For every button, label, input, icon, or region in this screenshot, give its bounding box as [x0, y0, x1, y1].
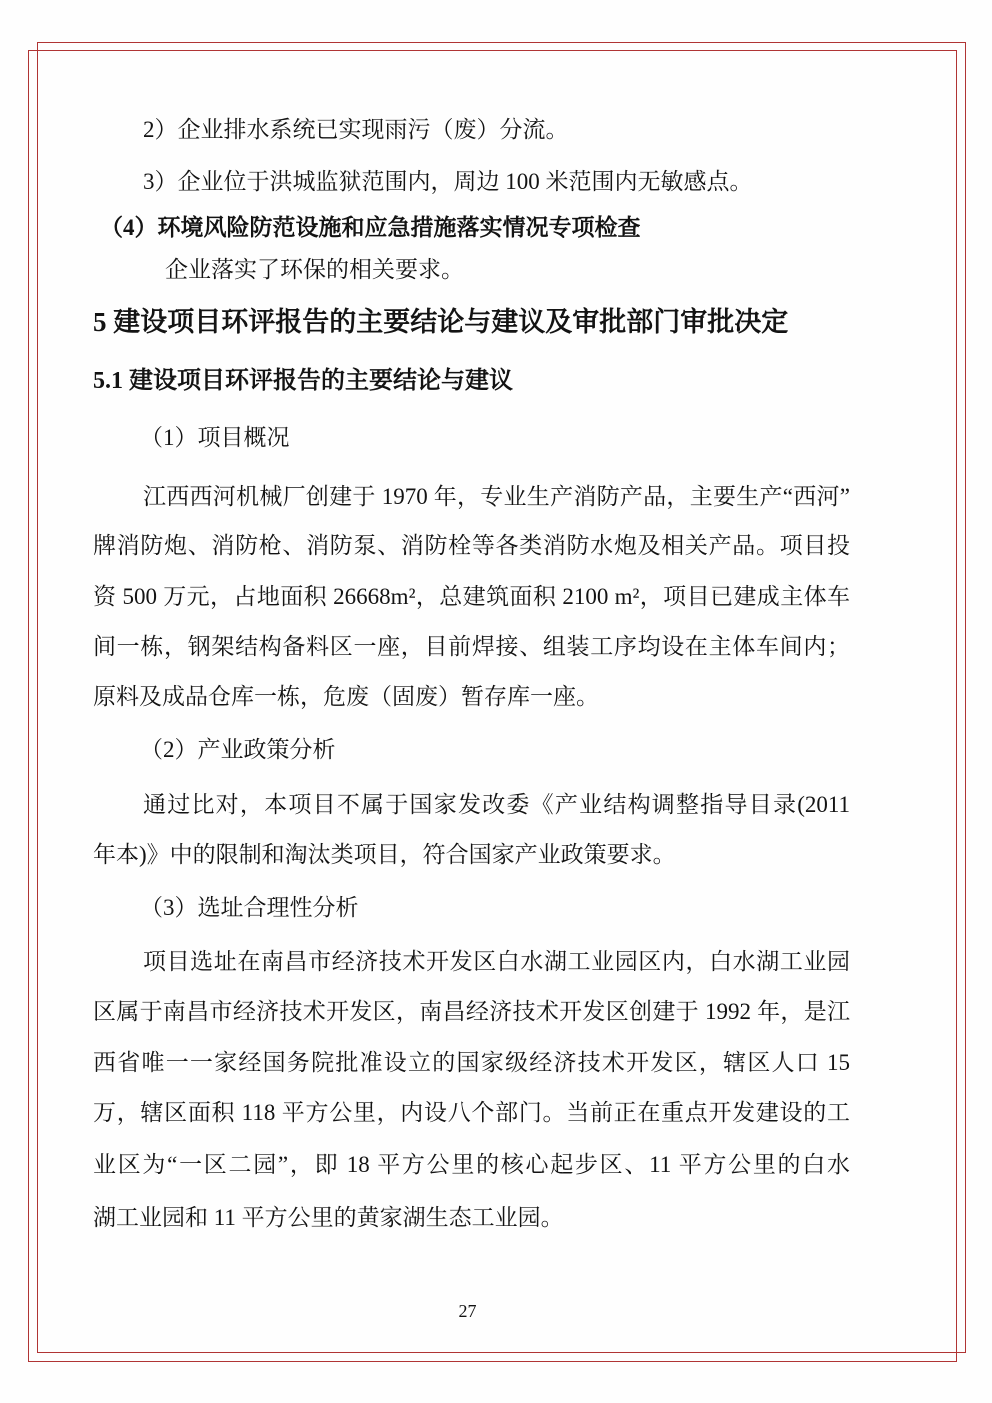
sub-heading-3: （3）选址合理性分析	[140, 895, 359, 920]
sub-heading-2: （2）产业政策分析	[140, 737, 336, 762]
chapter-heading: 5 建设项目环评报告的主要结论与建议及审批部门审批决定	[93, 307, 789, 337]
paragraph-1-line: 原料及成品仓库一栋，危废（固废）暂存库一座。	[93, 684, 599, 709]
subsection-heading-4: （4）环境风险防范设施和应急措施落实情况专项检查	[100, 215, 641, 240]
paragraph-3-line: 万，辖区面积 118 平方公里，内设八个部门。当前正在重点开发建设的工	[93, 1100, 850, 1125]
paragraph-3-line: 业区为“一区二园”，即 18 平方公里的核心起步区、11 平方公里的白水	[93, 1152, 850, 1177]
page-number: 27	[458, 1301, 477, 1321]
subsection-4-text: 企业落实了环保的相关要求。	[165, 257, 464, 282]
paragraph-1-line: 牌消防炮、消防枪、消防泵、消防栓等各类消防水炮及相关产品。项目投	[93, 533, 850, 558]
section-heading: 5.1 建设项目环评报告的主要结论与建议	[93, 368, 513, 394]
paragraph-3-line: 区属于南昌市经济技术开发区，南昌经济技术开发区创建于 1992 年，是江	[93, 999, 851, 1024]
paragraph-1-line: 资 500 万元，占地面积 26668m²，总建筑面积 2100 m²，项目已建成主体车	[93, 584, 850, 609]
list-item-3: 3）企业位于洪城监狱范围内，周边 100 米范围内无敏感点。	[143, 169, 753, 194]
paragraph-1-line: 间一栋，钢架结构备料区一座，目前焊接、组装工序均设在主体车间内；	[93, 634, 850, 659]
paragraph-2-line: 通过比对，本项目不属于国家发改委《产业结构调整指导目录(2011	[143, 792, 850, 817]
paragraph-3-line: 项目选址在南昌市经济技术开发区白水湖工业园区内，白水湖工业园	[143, 949, 850, 974]
paragraph-2-line: 年本)》中的限制和淘汰类项目，符合国家产业政策要求。	[93, 842, 676, 867]
paragraph-3-line: 西省唯一一家经国务院批准设立的国家级经济技术开发区，辖区人口 15	[93, 1050, 850, 1075]
paragraph-1-line: 江西西河机械厂创建于 1970 年，专业生产消防产品，主要生产“西河”	[143, 484, 850, 509]
paragraph-3-line: 湖工业园和 11 平方公里的黄家湖生态工业园。	[93, 1205, 564, 1230]
sub-heading-1: （1）项目概况	[140, 425, 290, 450]
list-item-2: 2）企业排水系统已实现雨污（废）分流。	[143, 117, 569, 142]
